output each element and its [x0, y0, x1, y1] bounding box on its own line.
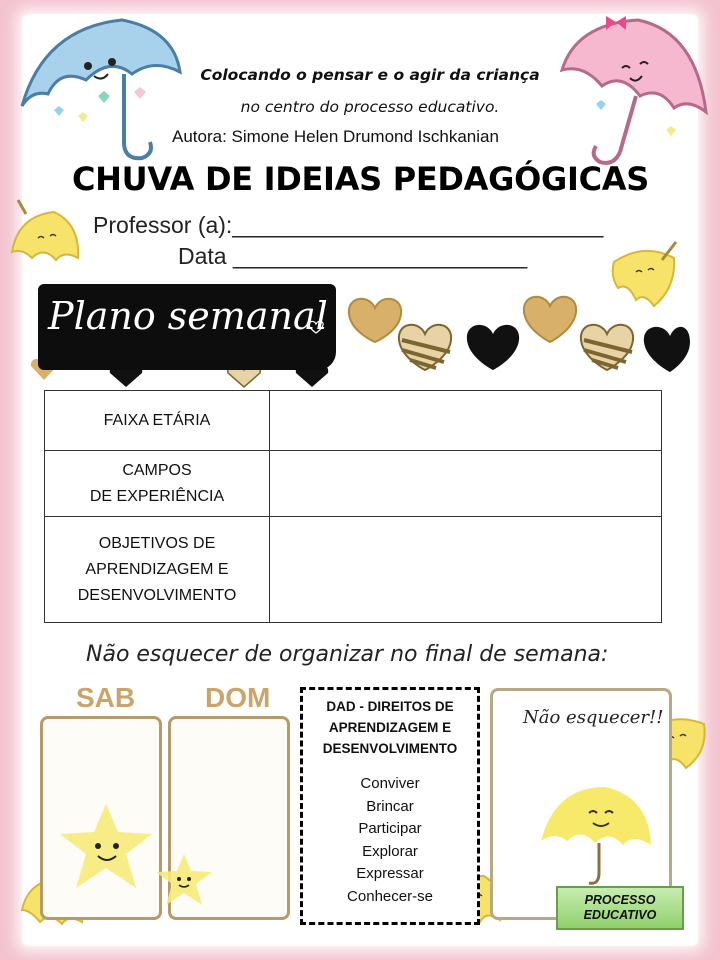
list-item: Expressar [356, 865, 424, 882]
yellow-umbrella-icon [8, 198, 84, 280]
blue-umbrella-icon [14, 14, 184, 164]
star-icon [154, 852, 214, 908]
table-row [45, 517, 662, 623]
saturday-label: SAB [76, 682, 136, 713]
pink-umbrella-icon [556, 12, 710, 168]
sunday-label: DOM [205, 682, 271, 713]
heart-icon [349, 299, 401, 342]
banner-label: Plano semanal [48, 294, 328, 338]
list-item: Explorar [362, 842, 418, 860]
table-row [45, 451, 662, 517]
dad-rights-box [300, 687, 480, 925]
table-row [45, 391, 662, 451]
list-item: Participar [358, 820, 422, 837]
plano-semanal-banner [38, 284, 336, 370]
list-item: Conviver [360, 775, 420, 792]
list-item: Conhecer-se [347, 887, 433, 905]
row-value-objetivos[interactable] [270, 517, 662, 623]
dad-title: DAD - DIREITOS DE APRENDIZAGEM E DESENVOLVIMENTO [322, 699, 458, 756]
author-credit: Autora: Simone Helen Drumond Ischkanian [172, 127, 499, 146]
row-value-campos[interactable] [270, 451, 662, 517]
star-icon [58, 800, 158, 892]
blog-logo [308, 320, 324, 336]
note-label: Não esquecer!! [523, 707, 664, 728]
row-value-faixa-etaria[interactable] [270, 391, 662, 451]
processo-educativo-badge: PROCESSO EDUCATIVO [556, 886, 684, 930]
row-label-campos: CAMPOS DE EXPERIÊNCIA [45, 451, 270, 517]
professor-field[interactable]: Professor (a):_____________________________ [93, 212, 604, 238]
date-field[interactable]: Data _______________________ [178, 243, 528, 269]
page-title: CHUVA DE IDEIAS PEDAGÓGICAS [72, 160, 649, 198]
row-label-objetivos: OBJETIVOS DE APRENDIZAGEM E DESENVOLVIMENTO [45, 517, 270, 623]
weekend-reminder: Não esquecer de organizar no final de semana: [86, 642, 609, 667]
yellow-umbrella-icon [537, 783, 655, 893]
motto-line-2: no centro do processo educativo. [240, 98, 500, 116]
dad-list [303, 773, 477, 908]
list-item: Brincar [366, 797, 414, 815]
plan-table [44, 390, 662, 623]
row-label-faixa-etaria: FAIXA ETÁRIA [45, 391, 270, 451]
heart-logo-icon [308, 320, 324, 334]
motto-line-1: Colocando o pensar e o agir da criança [200, 66, 540, 84]
